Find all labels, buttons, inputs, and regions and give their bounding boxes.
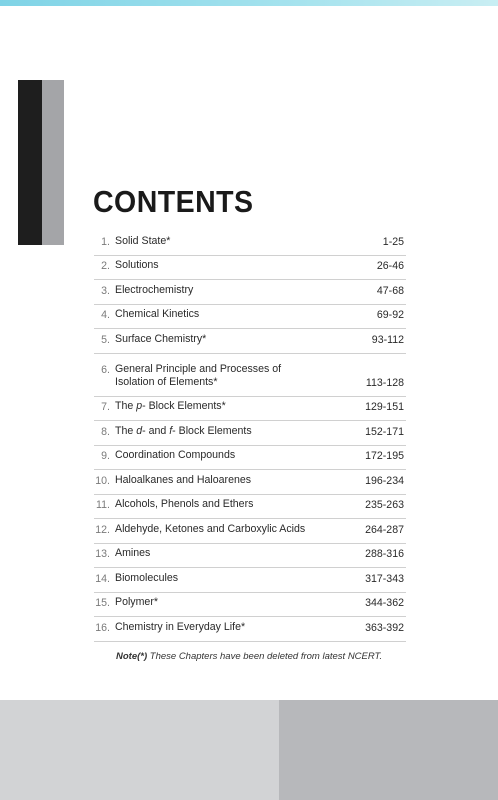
chapter-title: Solid State* (115, 234, 171, 247)
toc-row[interactable] (94, 354, 406, 397)
side-decor-dark (18, 80, 42, 245)
toc-row[interactable] (94, 617, 406, 642)
chapter-title: Coordination Compounds (115, 449, 236, 461)
chapter-number: 16. (95, 621, 110, 634)
toc-row[interactable] (94, 397, 406, 422)
chapter-title: Biomolecules (115, 571, 179, 584)
chapter-pages: 317-343 (365, 572, 404, 585)
chapter-pages: 363-392 (365, 621, 404, 634)
chapter-pages: 26-46 (376, 260, 404, 272)
toc-row[interactable] (94, 305, 406, 330)
chapter-number: 5. (101, 333, 110, 346)
chapter-title (115, 400, 226, 413)
chapter-title: Aldehyde, Ketones and Carboxylic Acids (115, 522, 306, 535)
footer-band-right (279, 700, 498, 800)
chapter-number: 12. (95, 523, 110, 536)
top-accent-bar (0, 0, 498, 6)
toc-row[interactable] (94, 470, 406, 495)
chapter-pages: 264-287 (365, 523, 404, 536)
chapter-title: Amines (115, 547, 151, 559)
chapter-number: 8. (101, 425, 110, 438)
footer-band-left (0, 700, 279, 800)
chapter-number: 4. (101, 309, 110, 321)
chapter-title: Solutions (115, 259, 159, 271)
title-italic: p (136, 400, 143, 412)
footnote (116, 651, 382, 662)
chapter-number: 6. (101, 363, 110, 376)
chapter-number: 15. (95, 597, 110, 609)
chapter-number: 9. (101, 450, 110, 462)
chapter-pages: 69-92 (376, 309, 404, 321)
chapter-pages: 152-171 (365, 425, 404, 438)
chapter-title-line1: General Principle and Processes of (115, 362, 282, 375)
chapter-number: 11. (96, 499, 110, 511)
toc-row[interactable] (94, 568, 406, 593)
chapter-title: Haloalkanes and Haloarenes (115, 473, 252, 486)
toc-row[interactable] (94, 256, 406, 281)
chapter-pages: 172-195 (365, 450, 404, 462)
title-part: The (115, 400, 137, 412)
toc-row[interactable] (94, 329, 406, 354)
chapter-pages: 344-362 (365, 597, 404, 609)
chapter-pages: 196-234 (365, 474, 404, 487)
chapter-pages: 129-151 (365, 401, 404, 413)
chapter-pages: 235-263 (365, 499, 404, 511)
chapter-pages: 113-128 (365, 376, 404, 389)
side-decor-grey (42, 80, 64, 245)
toc-row[interactable] (94, 544, 406, 569)
toc-row[interactable] (94, 446, 406, 471)
chapter-title: Surface Chemistry* (115, 332, 207, 345)
toc-row[interactable] (94, 421, 406, 446)
chapter-pages: 288-316 (365, 548, 404, 560)
chapter-number: 2. (101, 260, 110, 272)
chapter-title: Alcohols, Phenols and Ethers (115, 498, 254, 510)
chapter-pages: 93-112 (371, 333, 404, 346)
toc-row[interactable] (94, 495, 406, 520)
toc-row[interactable] (94, 280, 406, 305)
chapter-number: 7. (101, 401, 110, 413)
chapter-number: 1. (101, 235, 110, 248)
chapter-number: 10. (95, 474, 110, 487)
toc-row[interactable] (94, 593, 406, 618)
title-part: - Block Elements* (142, 400, 226, 412)
toc-row[interactable] (94, 231, 406, 256)
chapter-number: 3. (101, 284, 110, 297)
chapter-title: Chemical Kinetics (115, 308, 200, 320)
title-italic: d (136, 424, 143, 437)
title-italic: f (169, 424, 173, 437)
page-title: CONTENTS (93, 184, 254, 219)
chapter-number: 13. (95, 548, 110, 560)
chapter-pages: 1-25 (382, 235, 404, 248)
chapter-title (115, 425, 252, 438)
toc-row[interactable] (94, 519, 406, 544)
chapter-title (115, 363, 281, 389)
chapter-title: Electrochemistry (115, 283, 194, 296)
chapter-title: Polymer* (115, 596, 158, 608)
table-of-contents (94, 231, 406, 642)
title-part: - and (142, 424, 170, 437)
chapter-title-line2: Isolation of Elements* (115, 375, 218, 388)
title-part: The (115, 424, 137, 437)
footnote-prefix: Note(*) (116, 651, 148, 662)
title-part: - Block Elements (172, 424, 252, 437)
chapter-pages: 47-68 (376, 284, 404, 297)
footnote-text: These Chapters have been deleted from latest NCERT. (147, 651, 383, 662)
chapter-title: Chemistry in Everyday Life* (115, 620, 246, 633)
chapter-number: 14. (95, 572, 110, 585)
